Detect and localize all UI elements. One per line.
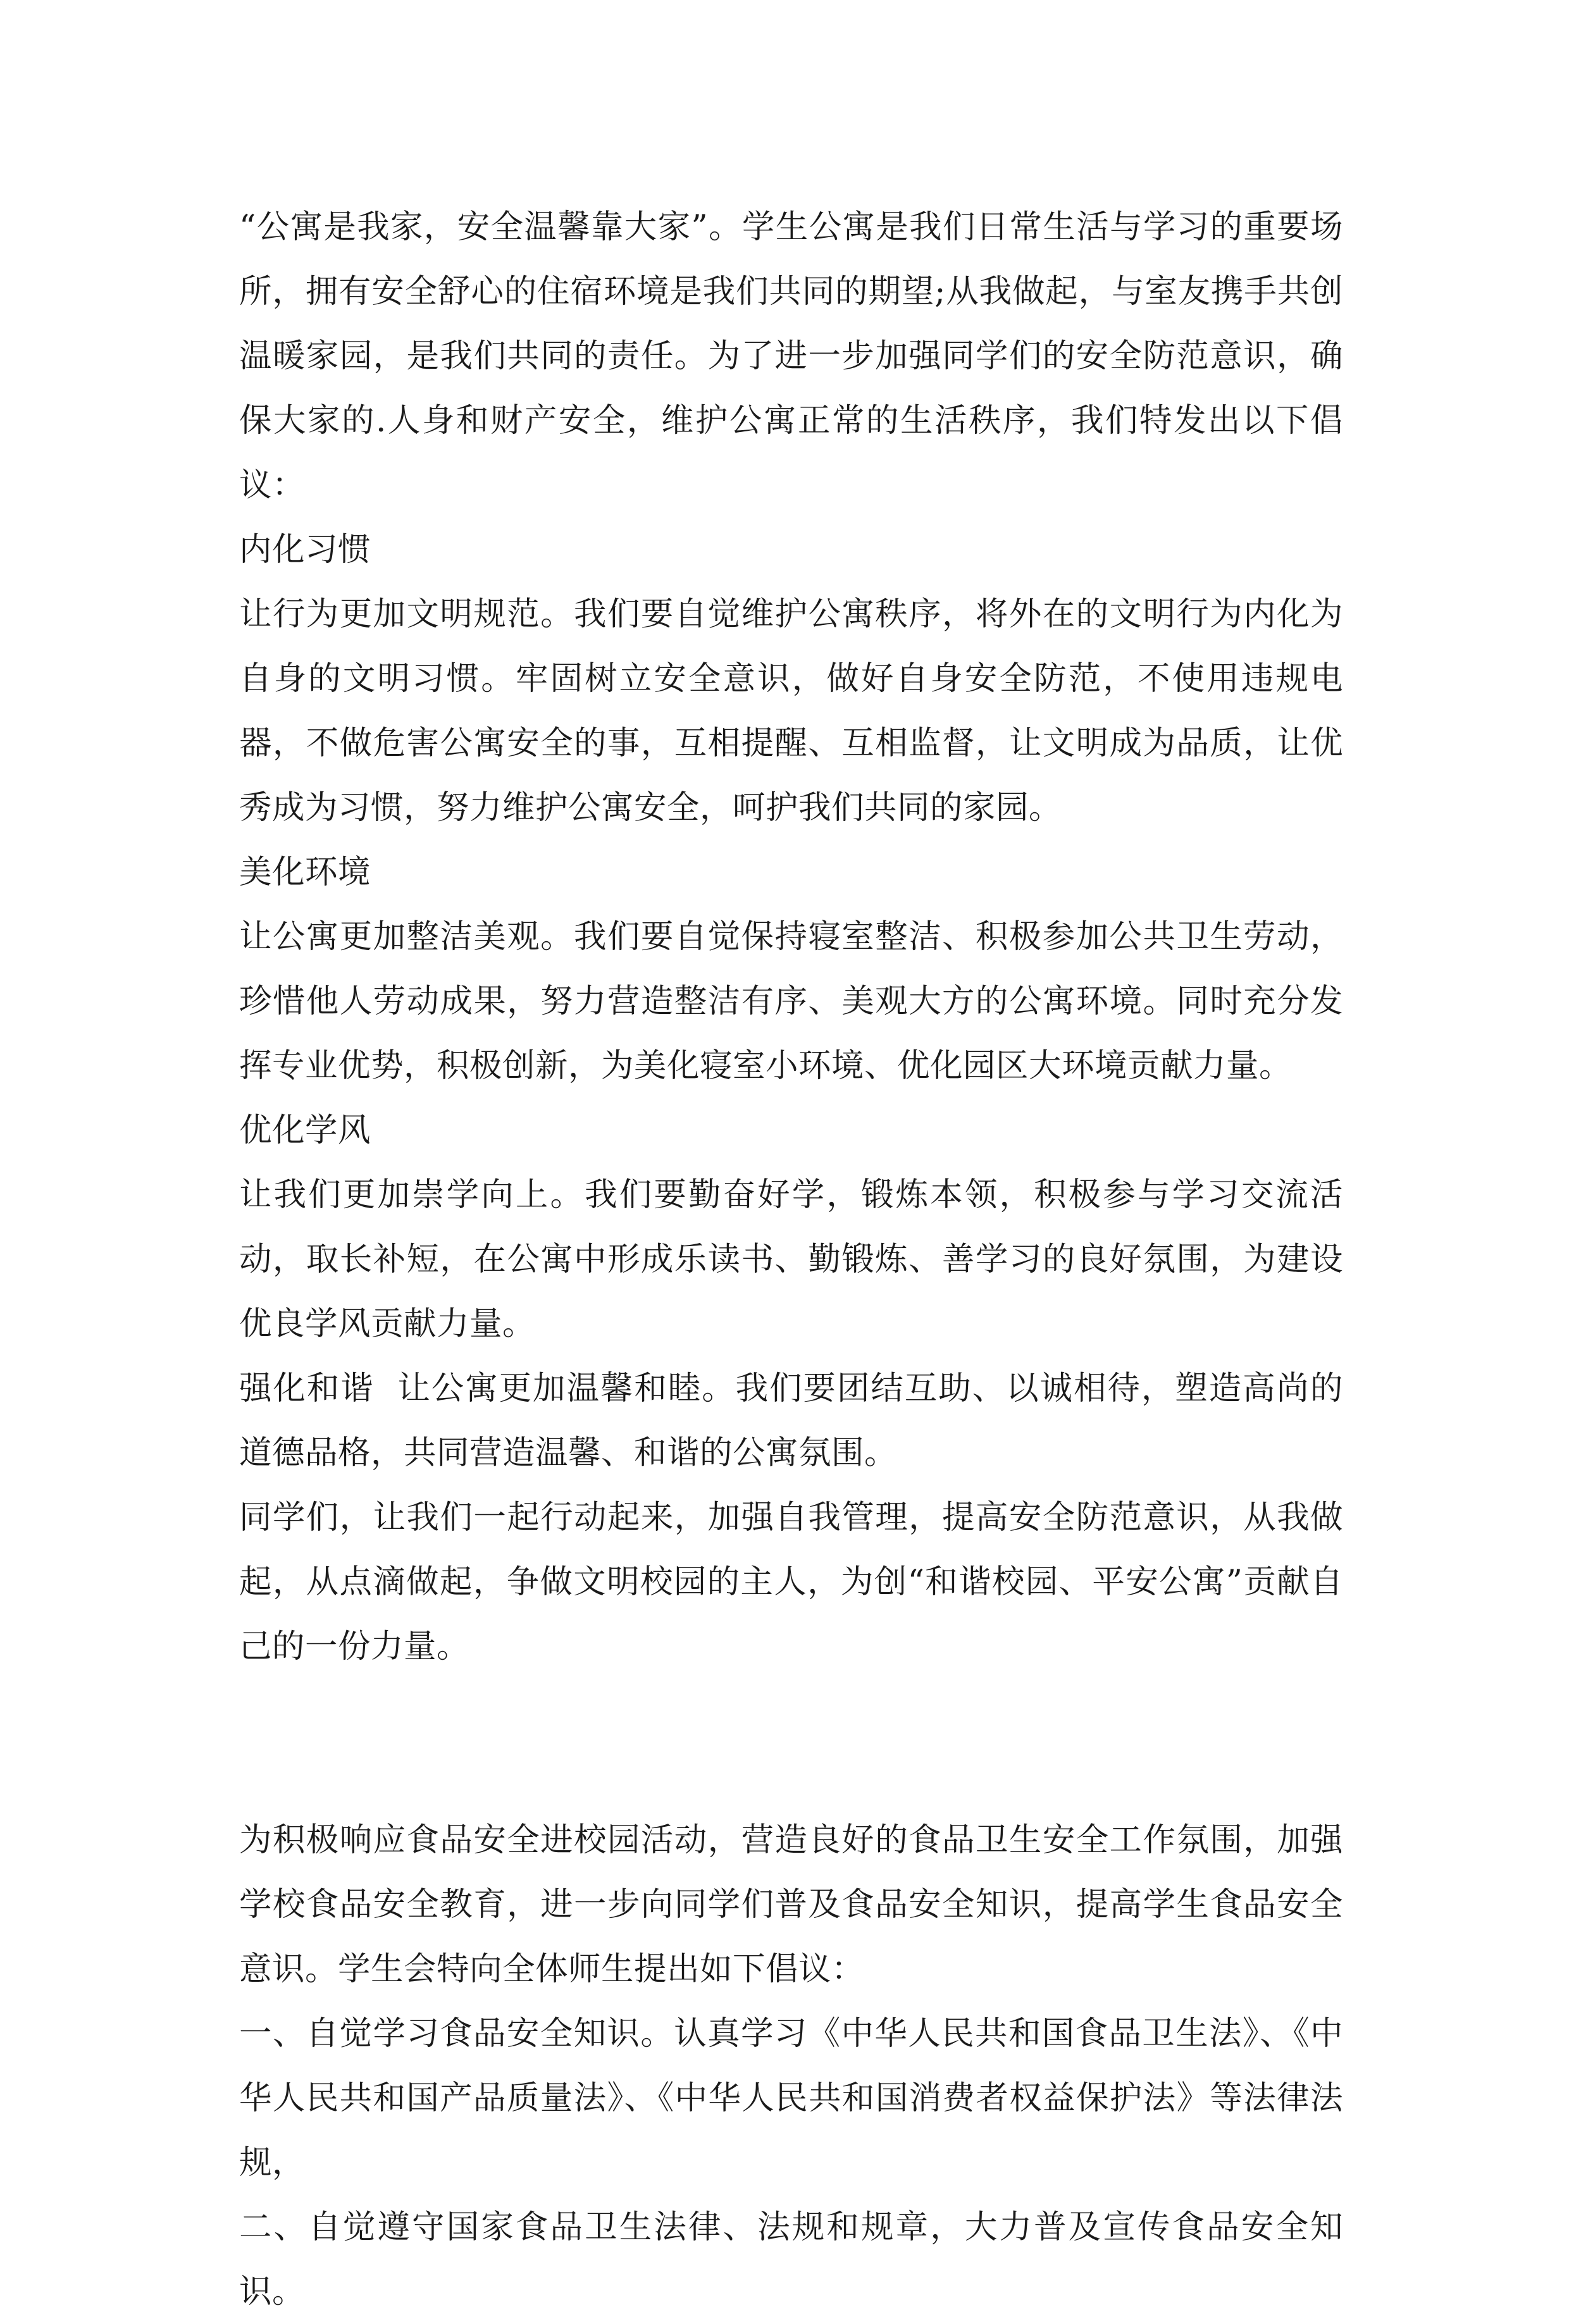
food-intro-paragraph: 为积极响应食品安全进校园活动，营造良好的食品卫生安全工作氛围，加强学校食品安全教育，进一步向同学们普及食品安全知识，提高学生食品安全意识。学生会特向全体师生提出如下倡议： xyxy=(239,1821,1343,1988)
food-item-2: 二、自觉遵守国家食品卫生法律、法规和规章，大力普及宣传食品安全知识。 xyxy=(239,2208,1343,2311)
section-heading-environment: 美化环境 xyxy=(239,853,371,891)
food-item-1: 一、自觉学习食品安全知识。认真学习《中华人民共和国食品卫生法》、《中华人民共和国产品质量法》、《中华人民共和国消费者权益保护法》等法律法规， xyxy=(239,2015,1343,2182)
section-harmony-paragraph: 强化和谐 让公寓更加温馨和睦。我们要团结互助、以诚相待，塑造高尚的道德品格，共同营造温馨、和谐的公寓氛围。 xyxy=(239,1369,1343,1472)
document-body xyxy=(239,195,1343,2324)
dorm-intro-paragraph: “公寓是我家，安全温馨靠大家”。学生公寓是我们日常生活与学习的重要场所，拥有安全舒心的住宿环境是我们共同的期望;从我做起，与室友携手共创温暖家园，是我们共同的责任。为了进一步加强同学们的安全防范意识，确保大家的.人身和财产安全，维护公寓正常的生活秩序，我们特发出以下倡议： xyxy=(239,208,1343,504)
section-body-habits: 让行为更加文明规范。我们要自觉维护公寓秩序，将外在的文明行为内化为自身的文明习惯。牢固树立安全意识，做好自身安全防范，不使用违规电器，不做危害公寓安全的事，互相提醒、互相监督，让文明成为品质，让优秀成为习惯，努力维护公寓安全，呵护我们共同的家园。 xyxy=(239,595,1343,827)
section-heading-habits: 内化习惯 xyxy=(239,531,371,569)
section-body-study: 让我们更加崇学向上。我们要勤奋好学，锻炼本领，积极参与学习交流活动，取长补短，在公寓中形成乐读书、勤锻炼、善学习的良好氛围，为建设优良学风贡献力量。 xyxy=(239,1176,1343,1343)
section-heading-study: 优化学风 xyxy=(239,1111,371,1149)
section-body-environment: 让公寓更加整洁美观。我们要自觉保持寝室整洁、积极参加公共卫生劳动，珍惜他人劳动成果，努力营造整洁有序、美观大方的公寓环境。同时充分发挥专业优势，积极创新，为美化寝室小环境、优化园区大环境贡献力量。 xyxy=(239,918,1343,1085)
section-spacer xyxy=(239,1679,1343,1808)
dorm-closing-paragraph: 同学们，让我们一起行动起来，加强自我管理，提高安全防范意识，从我做起，从点滴做起，争做文明校园的主人，为创“和谐校园、平安公寓”贡献自己的一份力量。 xyxy=(239,1499,1343,1666)
